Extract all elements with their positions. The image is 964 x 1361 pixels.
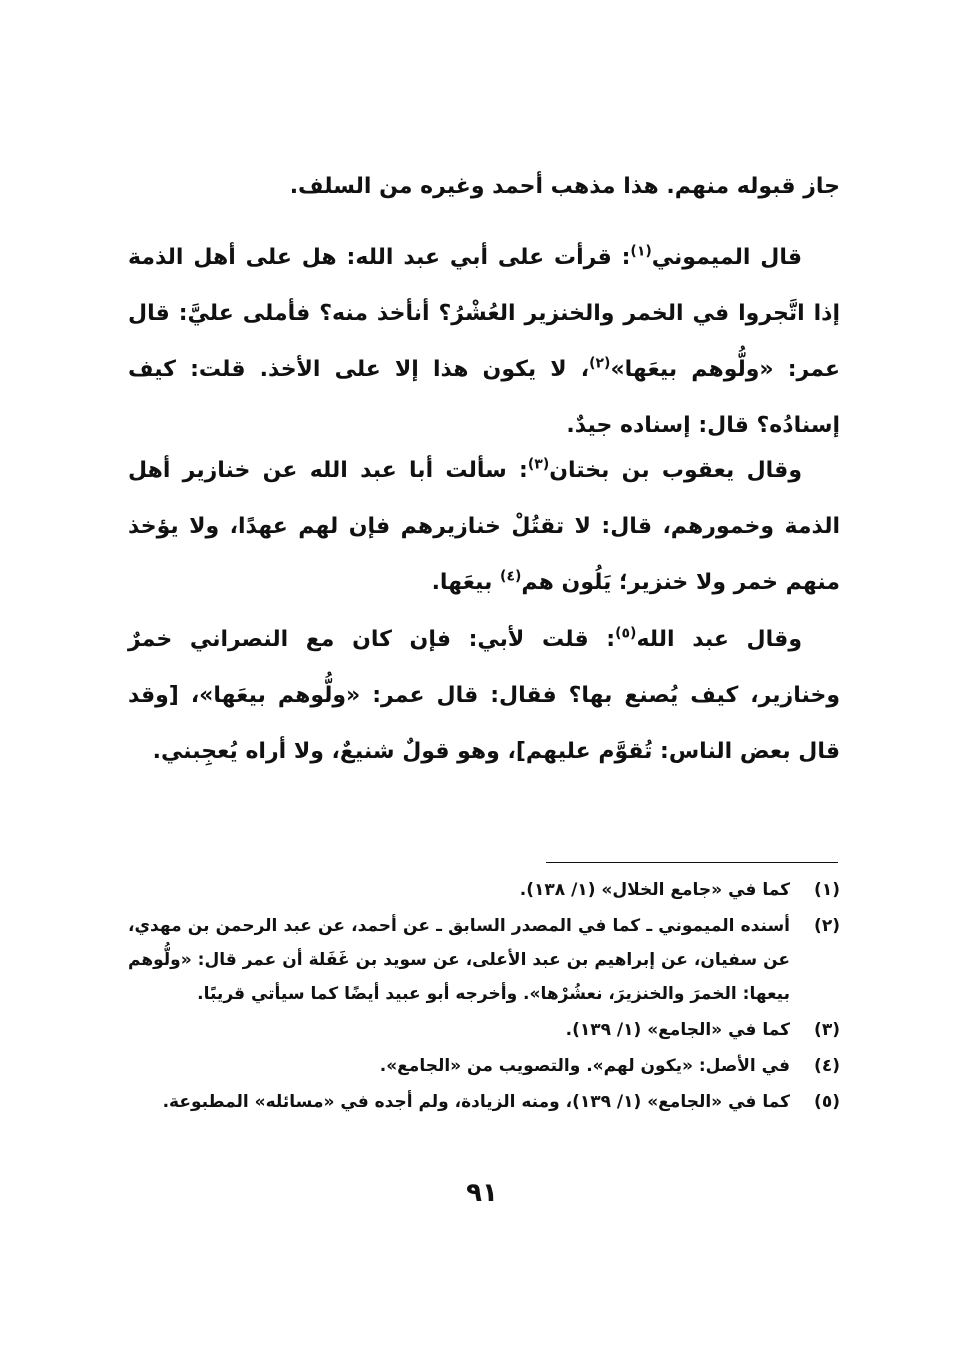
footnote-item (128, 1049, 840, 1083)
paragraph-maymuni-tail: ، لا يكون هذا إلا على الأخذ. قلت: كيف إسنادُه؟ قال: إسناده جيدٌ. (128, 357, 840, 438)
paragraph-intro (128, 159, 840, 215)
footnote-item (128, 1085, 840, 1119)
footnote-ref-2[interactable]: (٢) (589, 355, 611, 372)
footnote-text: كما في «الجامع» (١/ ١٣٩)، ومنه الزيادة، ولم أجده في «مسائله» المطبوعة. (162, 1092, 790, 1112)
footnote-item (128, 909, 840, 1011)
footnote-number: (٥) (814, 1092, 840, 1112)
footnote-text: أسنده الميموني ـ كما في المصدر السابق ـ عن أحمد، عن عبد الرحمن بن مهدي، عن سفيان، عن إبراهيم بن عبد الأعلى، عن سويد بن غَفَلة أن عمر قال: «ولُّوهم بيعها: الخمرَ والخنزيرَ، نعشُرْها». وأخرجه أبو عبيد أيضًا كما سيأتي قريبًا. (128, 916, 790, 1004)
paragraph-abdullah-body: : قلت لأبي: فإن كان مع النصراني خمرٌ وخنازير، كيف يُصنع بها؟ فقال: قال عمر: «ولُّوهم بيعَها»، [وقد قال بعض الناس: تُقوَّم عليهم]، وهو قولٌ شنيعٌ، ولا أراه يُعجِبني. (128, 627, 840, 764)
paragraph-maymuni-body: : قرأت على أبي عبد الله: هل على أهل الذمة إذا اتَّجروا في الخمر والخنزير العُشْرُ؟ أنأخذ منه؟ فأملى عليَّ: قال عمر: «ولُّوهم بيعَها» (128, 245, 840, 382)
footnote-item (128, 873, 840, 907)
paragraph-intro-text: جاز قبوله منهم. هذا مذهب أحمد وغيره من السلف. (289, 174, 840, 199)
footnote-text: كما في «الجامع» (١/ ١٣٩). (565, 1020, 790, 1040)
paragraph-yaqub-body: : سألت أبا عبد الله عن خنازير أهل الذمة وخمورهم، قال: لا تقتُلْ خنازيرهم فإن لهم عهدًا، ولا يؤخذ منهم خمر ولا خنزير؛ يَلُون هم (128, 458, 840, 595)
paragraph-abdullah (128, 612, 840, 780)
paragraph-yaqub (128, 443, 840, 611)
paragraph-maymuni (128, 230, 840, 454)
footnote-ref-4[interactable]: (٤) (500, 568, 522, 585)
footnote-text: كما في «جامع الخلال» (١/ ١٣٨). (519, 880, 790, 900)
footnote-ref-1[interactable]: (١) (630, 243, 652, 260)
footnote-number: (٤) (814, 1056, 840, 1076)
footnote-ref-3[interactable]: (٣) (527, 456, 550, 473)
paragraph-yaqub-tail: بيعَها. (431, 570, 501, 595)
paragraph-abdullah-lead: وقال عبد الله (636, 627, 802, 652)
paragraph-yaqub-lead: وقال يعقوب بن بختان (549, 458, 802, 483)
footnote-number: (٣) (814, 1020, 840, 1040)
footnote-item (128, 1013, 840, 1047)
page-number: ٩١ (466, 1178, 498, 1208)
footnotes-list (128, 873, 840, 1121)
footnote-number: (١) (814, 880, 840, 900)
footnote-text: في الأصل: «يكون لهم». والتصويب من «الجامع». (379, 1056, 790, 1076)
footnote-number: (٢) (814, 916, 840, 936)
footnote-ref-5[interactable]: (٥) (615, 625, 637, 642)
paragraph-maymuni-lead: قال الميموني (651, 245, 802, 270)
footnote-separator (546, 862, 838, 863)
